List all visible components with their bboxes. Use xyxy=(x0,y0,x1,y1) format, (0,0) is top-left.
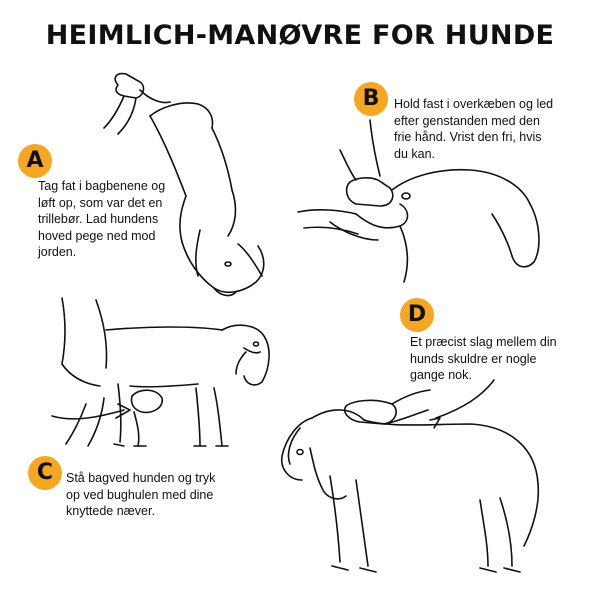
step-d-text: Et præcist slag mellem din hunds skuldre er nogle gange nok. xyxy=(410,335,557,382)
hand-icon xyxy=(347,178,393,206)
step-a-text: Tag fat i bagbenene og løft op, som var det en trillebør. Lad hundens hoved pege ned mod jorden. xyxy=(38,179,166,259)
step-b-text: Hold fast i overkæben og led efter genstanden med den frie hånd. Vrist den fri, hvis du kan. xyxy=(394,97,554,161)
step-a-badge: A xyxy=(18,144,52,178)
step-c-badge: C xyxy=(28,456,62,490)
step-c-text: Stå bagved hunden og tryk op ved bughulen med dine knyttede næver. xyxy=(66,471,216,518)
step-b-badge: B xyxy=(354,82,388,116)
fist-icon xyxy=(131,390,162,412)
illustration-step-d xyxy=(282,380,539,572)
hand-icon xyxy=(115,74,143,98)
illustration-step-c xyxy=(52,298,269,446)
page-title: HEIMLICH-MANØVRE FOR HUNDE xyxy=(45,20,555,51)
step-d-badge: D xyxy=(400,298,434,332)
